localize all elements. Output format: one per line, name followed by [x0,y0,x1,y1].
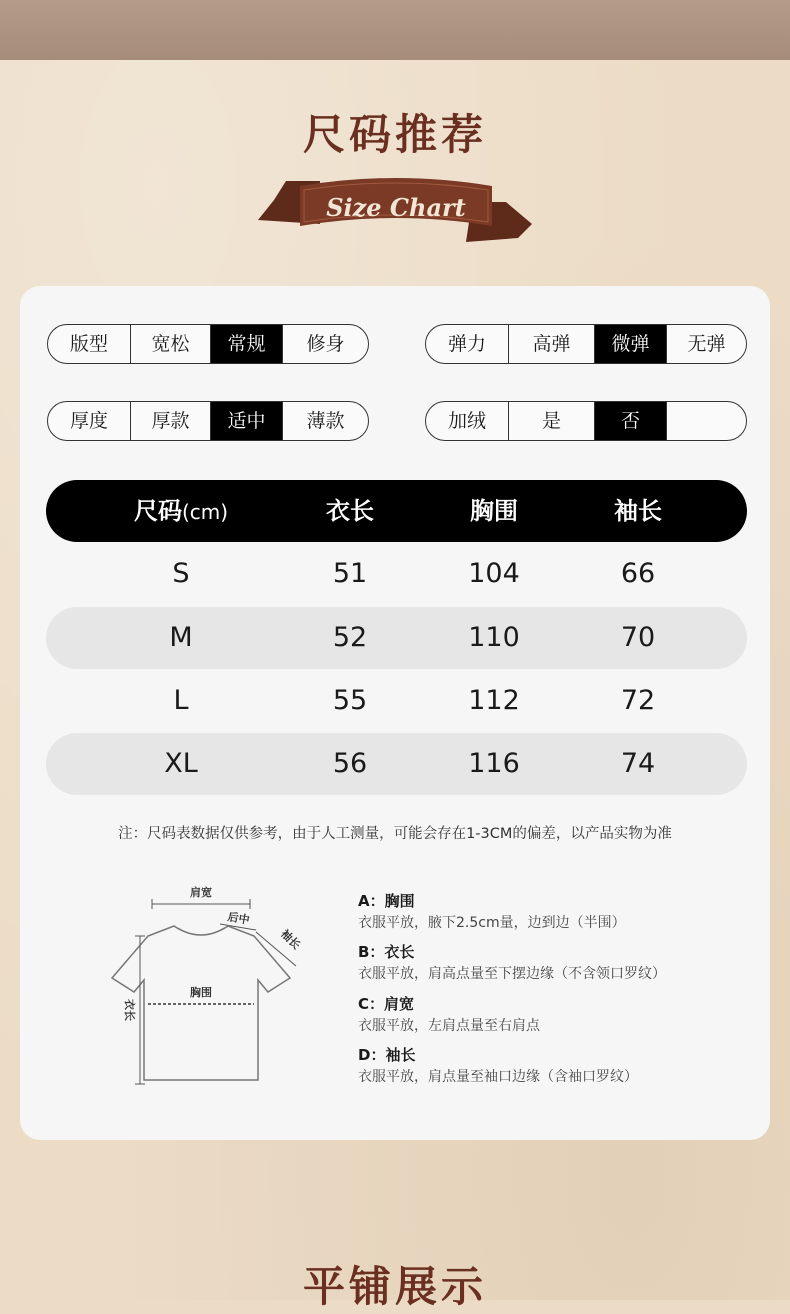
measure-item-sleeve [358,1044,758,1088]
cell-size: S [172,558,190,589]
label-length: 衣长 [123,999,136,1021]
table-row [46,670,747,732]
attr-fleece-label: 加绒 [447,410,486,432]
size-table-header [46,480,747,542]
attr-fleece-yes: 是 [508,402,594,440]
measure-title: C：肩宽 [358,995,415,1013]
cell-size: L [173,685,189,716]
attr-fit-label: 版型 [69,333,108,355]
header-size [134,480,228,542]
label-shoulder: 肩宽 [190,886,212,899]
cell-sleeve: 72 [620,685,656,716]
attr-thickness-medium: 适中 [210,402,282,440]
cell-length: 55 [332,685,368,716]
table-row [46,543,747,605]
attr-stretch-high: 高弹 [508,325,594,363]
header-size-label: 尺码 [133,497,182,525]
attr-thickness-label: 厚度 [69,410,108,432]
cell-chest: 112 [468,685,520,716]
measure-desc: 衣服平放，肩点量至袖口边缘（含袖口罗纹） [358,1069,638,1085]
cell-chest: 104 [468,558,520,589]
attr-fit-regular: 常规 [210,325,282,363]
header-sleeve: 袖长 [614,497,662,525]
attr-stretch-slight: 微弹 [594,325,666,363]
size-chart-ribbon [256,176,536,246]
attr-thickness [47,401,369,441]
cell-length: 51 [332,558,368,589]
cell-size: XL [164,748,198,779]
measure-title: D：袖长 [358,1046,416,1064]
attr-stretch [425,324,747,364]
top-photo-band [0,0,790,60]
cell-length: 56 [332,748,368,779]
header-size-unit: (cm) [181,500,229,524]
label-chest: 胸围 [190,986,212,999]
attr-fleece [425,401,747,441]
measure-item-length [358,941,758,985]
measure-item-chest [358,890,758,934]
measure-title: B：衣长 [358,943,415,961]
cell-sleeve: 74 [620,748,656,779]
table-row [46,607,747,669]
attr-fit [47,324,369,364]
attr-stretch-label: 弹力 [447,333,486,355]
measure-desc: 衣服平放，肩高点量至下摆边缘（不含领口罗纹） [358,966,666,982]
section-title-size-recommend: 尺码推荐 [302,110,487,159]
attr-fleece-empty [666,402,746,440]
attr-thickness-thick: 厚款 [130,402,210,440]
cell-sleeve: 66 [620,558,656,589]
measure-title: A：胸围 [358,892,415,910]
section-title-flat-display: 平铺展示 [302,1262,487,1311]
attr-stretch-none: 无弹 [666,325,746,363]
cell-chest: 116 [468,748,520,779]
cell-chest: 110 [468,622,520,653]
table-row [46,733,747,795]
cell-length: 52 [332,622,368,653]
size-card [20,286,770,1140]
label-sleeve: 袖长 [278,927,303,952]
attr-fit-loose: 宽松 [130,325,210,363]
attr-fit-slim: 修身 [282,325,368,363]
cell-size: M [169,622,193,653]
measure-desc: 衣服平放，腋下2.5cm量，边到边（半围） [358,915,626,931]
attr-fleece-no: 否 [594,402,666,440]
ribbon-text: Size Chart [326,193,466,222]
cell-sleeve: 70 [620,622,656,653]
measure-desc: 衣服平放，左肩点量至右肩点 [358,1018,540,1034]
tshirt-outline [112,926,290,1080]
measure-item-shoulder [358,993,758,1037]
header-chest: 胸围 [470,497,518,525]
header-length: 衣长 [326,497,374,525]
shoulder-dimension [152,899,250,909]
disclaimer-note: 注：尺码表数据仅供参考，由于人工测量，可能会存在1-3CM的偏差，以产品实物为准 [118,826,672,842]
attr-thickness-thin: 薄款 [282,402,368,440]
label-back-center: 后中 [226,910,251,927]
tshirt-measure-diagram [92,880,322,1100]
